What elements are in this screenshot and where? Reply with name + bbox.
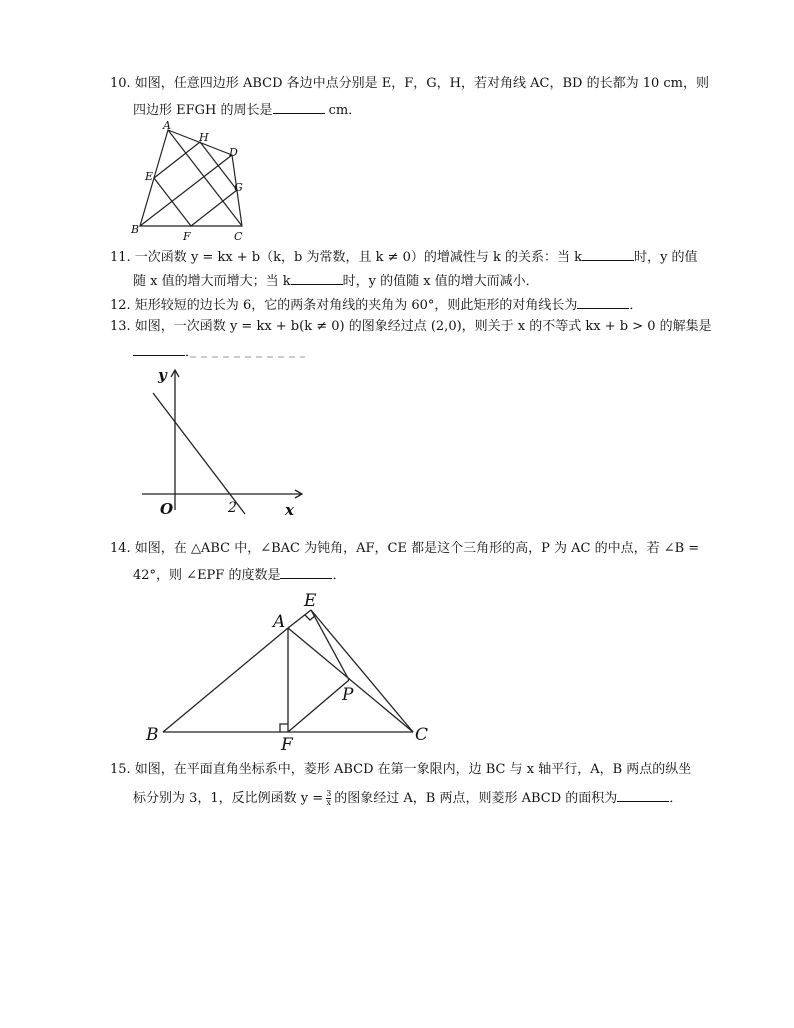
q10-label-f: F <box>183 230 191 243</box>
q10-text-line1: 10. 如图，任意四边形 ABCD 各边中点分别是 E，F，G，H，若对角线 AC，BD 的长都为 10 cm，则 <box>110 76 709 91</box>
q13-origin-label: O <box>160 500 174 518</box>
q10-label-c: C <box>234 230 243 243</box>
q14-label-e: E <box>304 591 317 611</box>
q14-text-line1: 14. 如图，在 △ABC 中，∠BAC 为钝角，AF，CE 都是这个三角形的高，P 为 AC 的中点，若 ∠B = <box>110 541 700 556</box>
q13-text-line1: 13. 如图，一次函数 y = kx + b(k ≠ 0) 的图象经过点 (2,0)，则关于 x 的不等式 kx + b > 0 的解集是 <box>110 319 712 334</box>
q14-text-line2a: 42°，则 ∠EPF 的度数是 <box>133 568 281 583</box>
q15-fraction-denominator: x <box>326 798 331 807</box>
q13-tick-label-2: 2 <box>228 500 237 516</box>
q10-text-line2a: 四边形 EFGH 的周长是 <box>133 103 273 118</box>
q10-label-e: E <box>145 170 154 183</box>
q11-text-line2a: 随 x 值的增大而增大；当 k <box>133 274 291 289</box>
q15-text-line1: 15. 如图，在平面直角坐标系中，菱形 ABCD 在第一象限内，边 BC 与 x 轴平行，A，B 两点的纵坐 <box>110 762 692 777</box>
q14-segment-pf <box>288 680 349 732</box>
q14-side-ba <box>163 628 288 732</box>
q15-fraction-numerator: 3 <box>326 789 332 798</box>
q14-label-f: F <box>281 735 293 755</box>
q12-text-line1b: ． <box>629 298 643 313</box>
q10-label-g: G <box>234 181 243 194</box>
q14-label-c: C <box>415 725 429 745</box>
q11-text-line1b: 时，y 的值 <box>634 250 698 265</box>
q15-text-line2c: ． <box>669 791 683 806</box>
q13-x-label: x <box>285 501 294 519</box>
q15-text-line2a: 标分别为 3，1，反比例函数 y = <box>133 791 324 806</box>
q14-extension-ae <box>288 610 311 628</box>
q15-fraction <box>326 790 331 807</box>
q10-label-b: B <box>131 223 140 236</box>
q14-text-line2b: ． <box>332 568 346 583</box>
q15-text-line2b: 的图象经过 A，B 两点，则菱形 ABCD 的面积为 <box>334 791 618 806</box>
q10-text-line2b: cm． <box>324 103 362 118</box>
q13-y-label: y <box>158 366 167 384</box>
q15-text-line2 <box>133 789 682 807</box>
q14-right-angle-f <box>280 724 288 732</box>
q12-text-line1a: 12. 矩形较短的边长为 6，它的两条对角线的夹角为 60°，则此矩形的对角线长为 <box>110 298 578 313</box>
q14-label-a: A <box>273 612 286 632</box>
q14-label-b: B <box>146 725 159 745</box>
q10-label-d: D <box>229 146 238 159</box>
q10-label-h: H <box>199 131 209 144</box>
q10-label-a: A <box>163 119 171 132</box>
q14-segment-pe <box>311 610 349 680</box>
q15-answer-blank[interactable] <box>617 789 669 802</box>
q13-text-line2b: ． <box>185 345 199 360</box>
q11-text-line1a: 11. 一次函数 y = kx + b（k，b 为常数，且 k ≠ 0）的增减性与 k 的关系：当 k <box>110 250 583 265</box>
q14-altitude-ce <box>311 610 413 732</box>
q11-text-line2b: 时，y 的值随 x 值的增大而减小． <box>342 274 539 289</box>
q14-label-p: P <box>342 685 354 705</box>
